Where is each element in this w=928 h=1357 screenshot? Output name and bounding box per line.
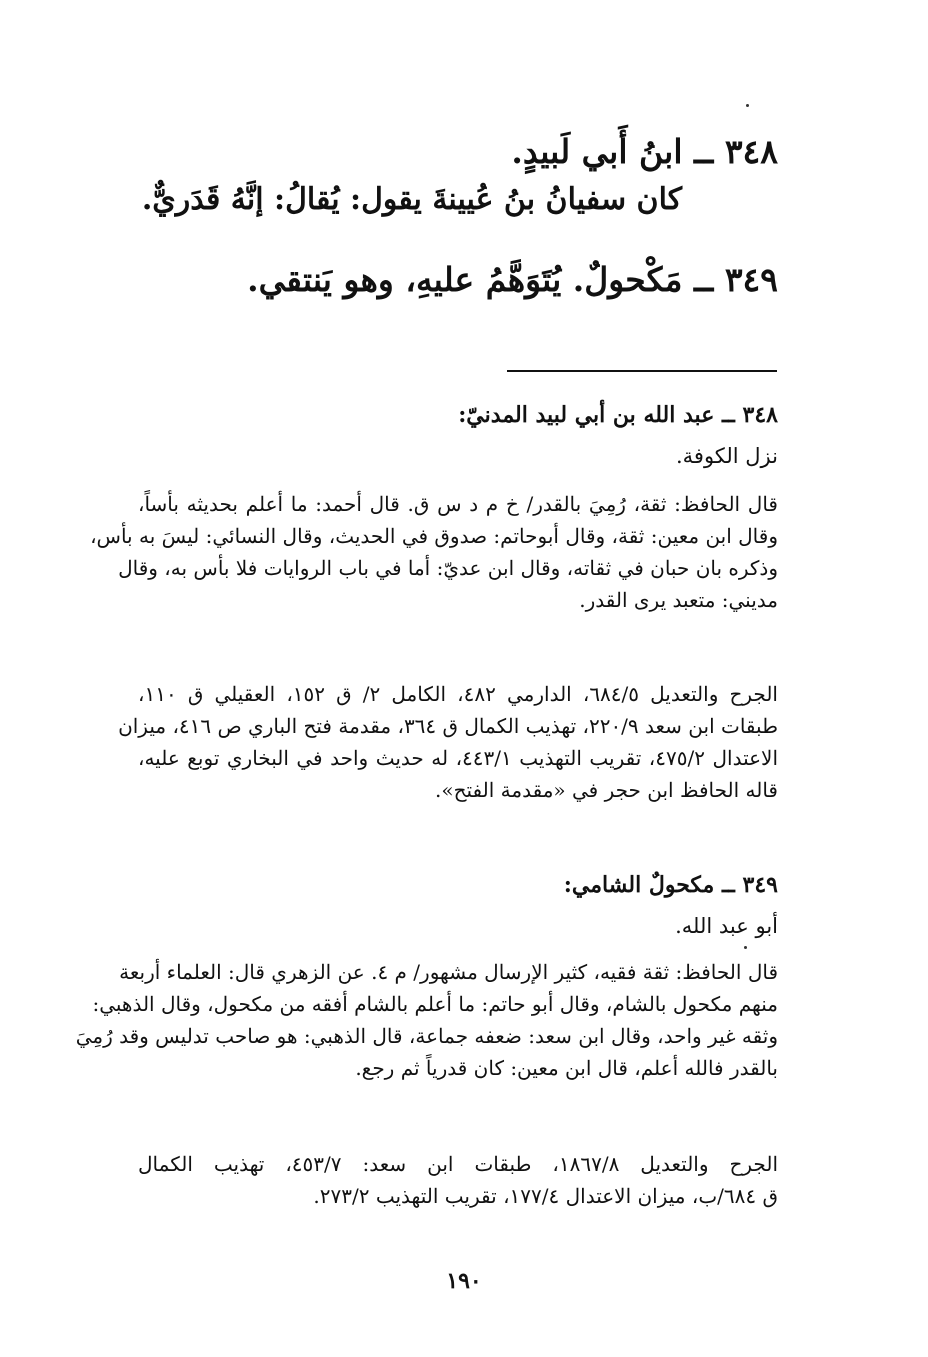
note-348-paragraph-1 (90, 488, 778, 616)
text-line: الاعتدال ٤٧٥/٢، تقريب التهذيب ٤٤٣/١، له حديث واحد في البخاري توبع عليه، (138, 746, 779, 770)
entry-348-line-2: كان سفيانُ بنُ عُيينةَ يقول: يُقالُ: إنَّهُ قَدَريٌّ. (141, 182, 682, 217)
text-line: قال الحافظ: ثقة، رُمِيَ بالقدر/ خ م د س ق. قال أحمد: ما أعلم بحديثه بأساً، (138, 492, 778, 516)
text-line: الجرح والتعديل ٦٨٤/٥، الدارمي ٤٨٢، الكامل ٢/ ق ١٥٢، العقيلي ق ١١٠، (138, 682, 778, 706)
text-line: قاله الحافظ ابن حجر في «مقدمة الفتح». (434, 778, 778, 802)
note-348-paragraph-2 (118, 678, 779, 806)
text-line: قال الحافظ: ثقة فقيه، كثير الإرسال مشهور/ م ٤. عن الزهري قال: العلماء أربعة (119, 960, 778, 984)
entry-348-line-1: ٣٤٨ ــ ابنُ أَبي لَبيدٍ. (511, 132, 778, 171)
note-349-paragraph-1 (75, 956, 778, 1084)
note-348-heading: ٣٤٨ ــ عبد الله بن أبي لبيد المدنيّ: (458, 402, 778, 428)
text-line: وقال ابن معين: ثقة، وقال أبوحاتم: صدوق في الحديث، وقال النسائي: ليسَ به بأس، (90, 524, 778, 548)
text-line: بالقدر فالله أعلم، قال ابن معين: كان قدرياً ثم رجع. (355, 1056, 778, 1080)
page-number: ١٩٠ (446, 1268, 482, 1294)
text-line: وثقه غير واحد، وقال ابن سعد: ضعفه جماعة، قال الذهبي: هو صاحب تدليس وقد رُمِيَ (75, 1024, 778, 1048)
scan-speck (746, 104, 749, 107)
note-349-subheading: أبو عبد الله. (675, 914, 778, 938)
footnote-separator (507, 370, 777, 372)
note-349-paragraph-2 (138, 1148, 778, 1212)
note-348-subheading: نزل الكوفة. (675, 444, 778, 468)
text-line: وذكره بان حبان في ثقاته، وقال ابن عديّ: أما في باب الروايات فلا بأس به، وقال (118, 556, 778, 580)
text-line: طبقات ابن سعد ٢٢٠/٩، تهذيب الكمال ق ٣٦٤، مقدمة فتح الباري ص ٤١٦، ميزان (118, 714, 778, 738)
text-line: منهم مكحول بالشام، وقال أبو حاتم: ما أعلم بالشام أفقه من مكحول، وقال الذهبي: (92, 992, 778, 1016)
scan-speck (744, 946, 747, 949)
text-line: الجرح والتعديل ١٨٦٧/٨، طبقات ابن سعد: ٤٥٣/٧، تهذيب الكمال (138, 1152, 778, 1176)
text-line: مديني: متعبد يرى القدر. (579, 588, 778, 612)
entry-349-line-1: ٣٤٩ ــ مَكْحولٌ. يُتَوَهَّمُ عليهِ، وهو يَنتقي. (247, 260, 778, 299)
note-349-heading: ٣٤٩ ــ مكحولٌ الشامي: (563, 872, 778, 898)
text-line: ق ٦٨٤/ب، ميزان الاعتدال ١٧٧/٤، تقريب التهذيب ٢٧٣/٢. (313, 1184, 778, 1208)
